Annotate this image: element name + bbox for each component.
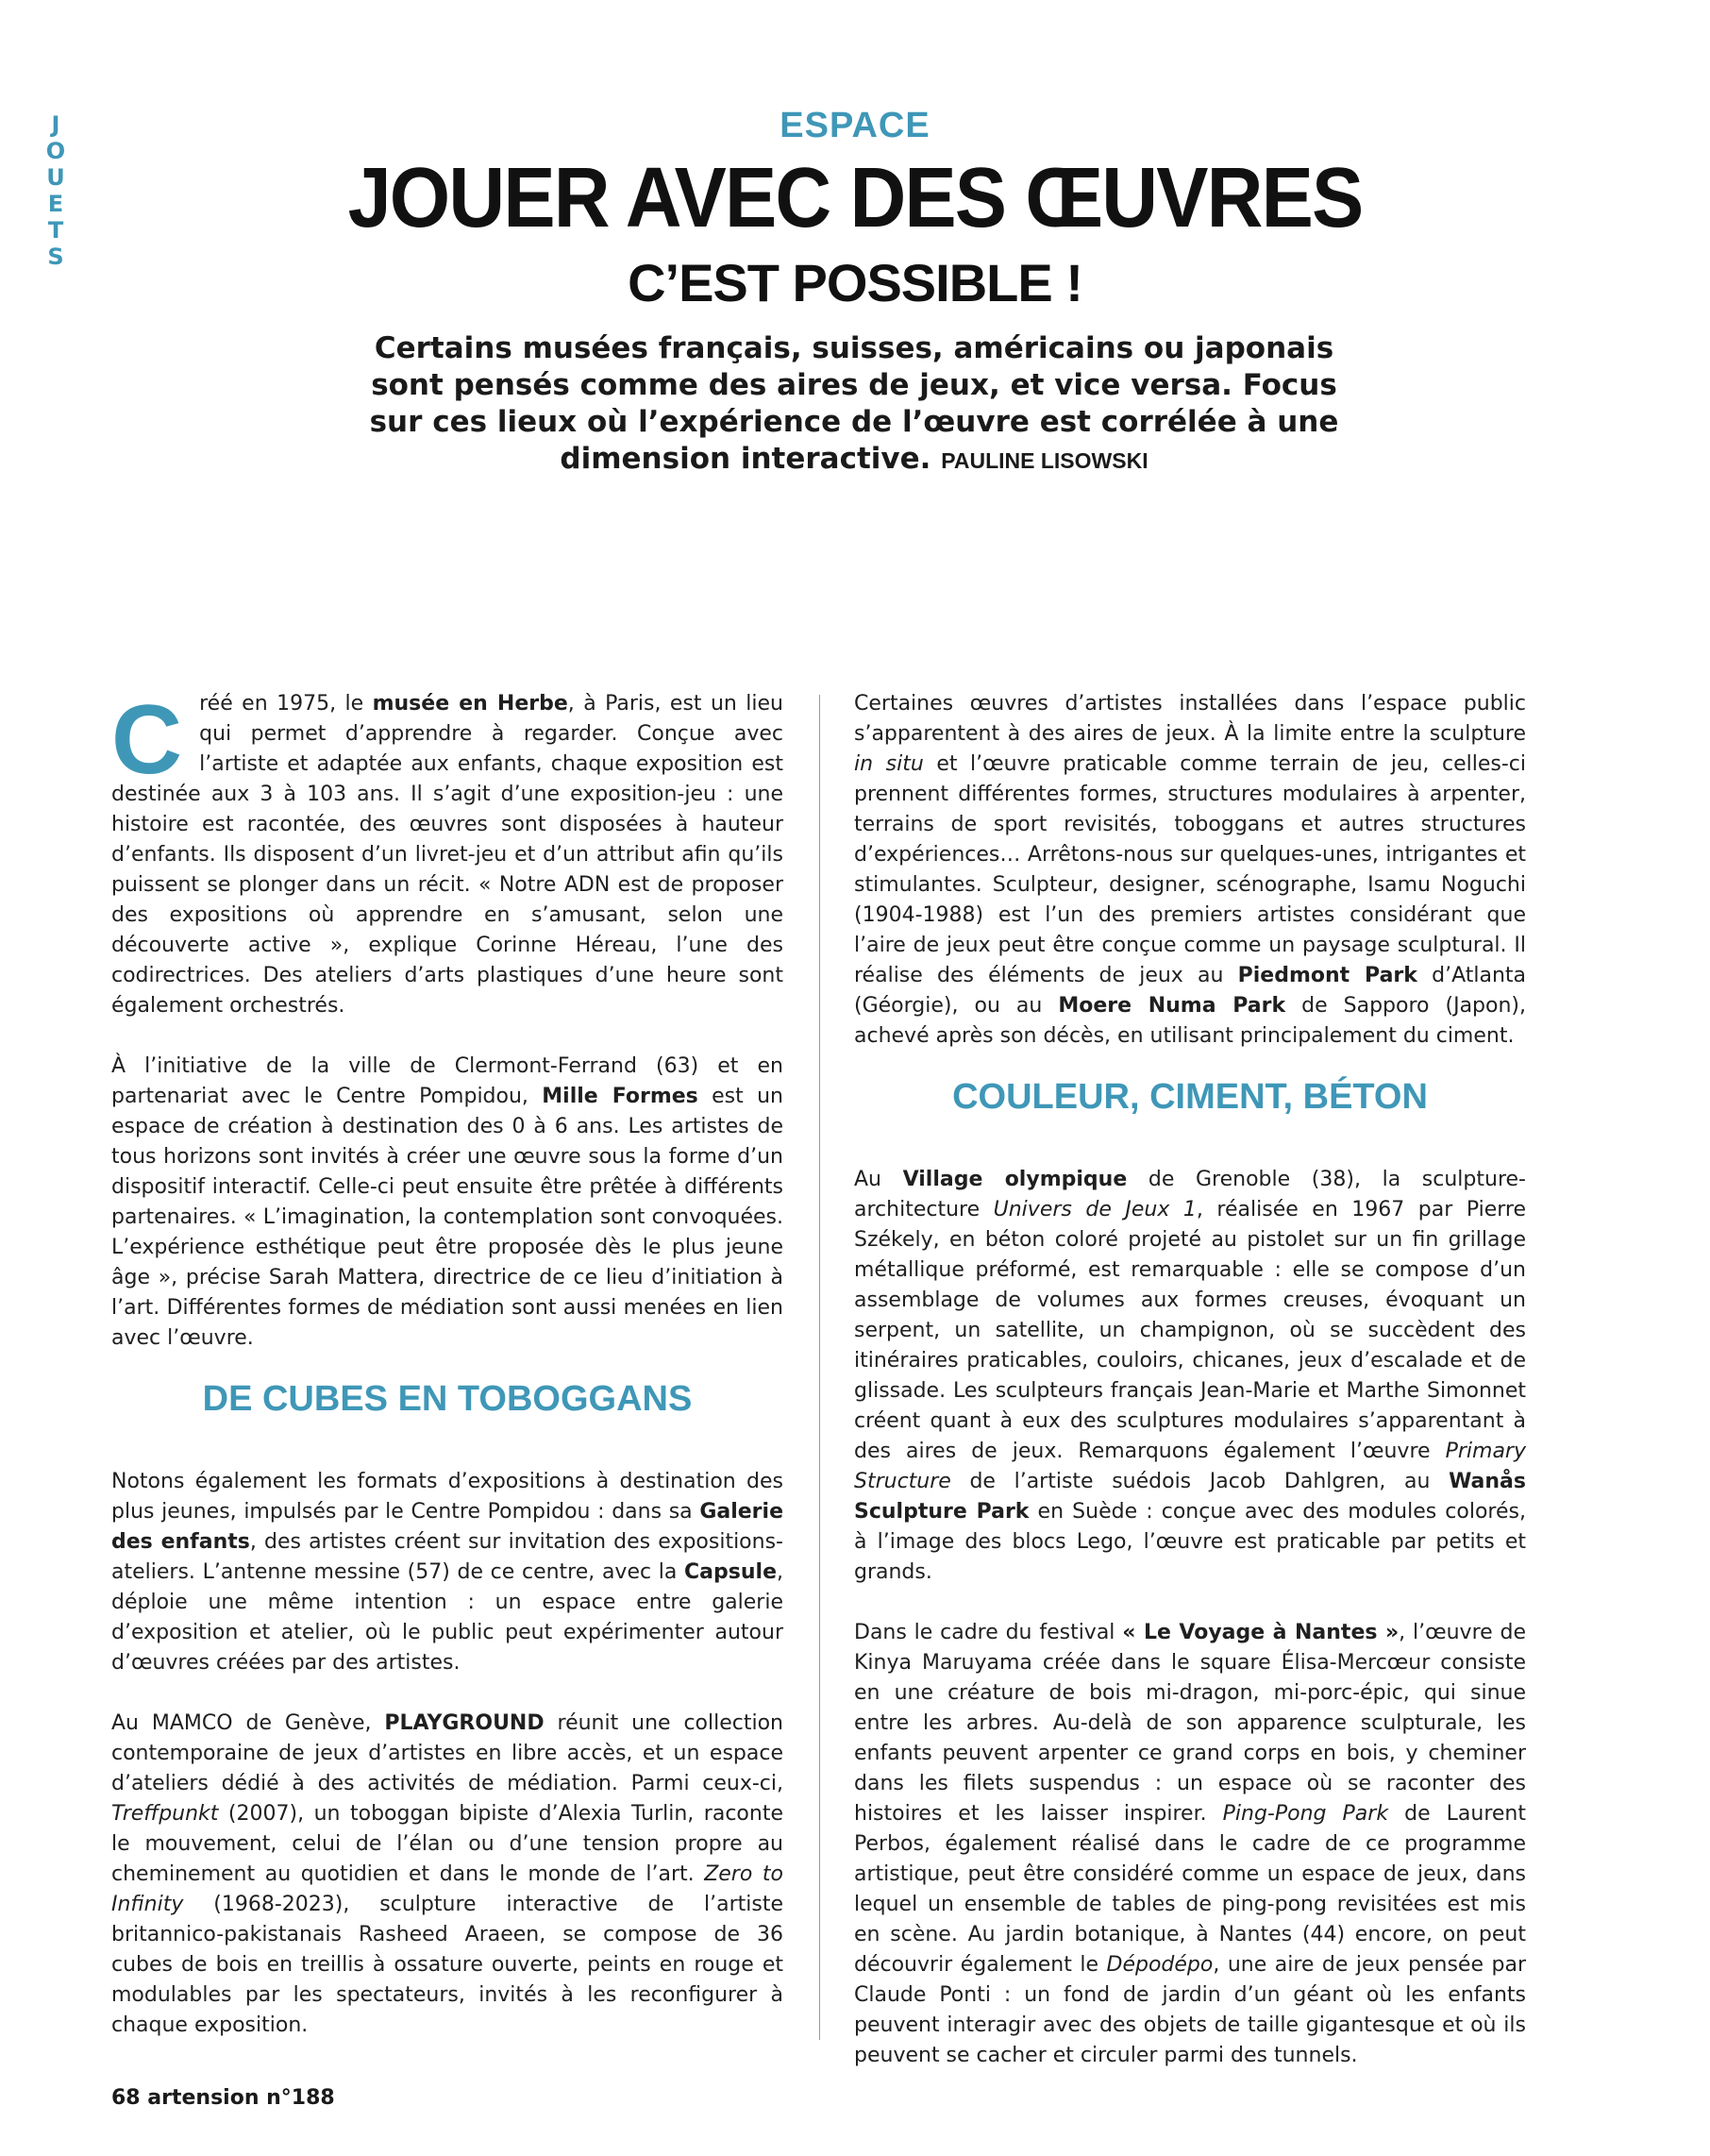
text-run: réé en 1975, le [199, 692, 373, 716]
side-letter: J [51, 111, 60, 138]
italic-run: Primary Structure [854, 1440, 1526, 1493]
text-run: de Grenoble (38), la sculpture-architecture [854, 1168, 1526, 1221]
article-subtitle: C’EST POSSIBLE ! [628, 253, 1082, 312]
bold-run: musée en Herbe [372, 692, 568, 716]
column-divider [819, 695, 820, 2040]
side-letter: T [47, 217, 64, 244]
bold-run: Galerie des enfants [111, 1500, 783, 1554]
text-run: d’Atlanta (Géorgie), ou au [854, 964, 1527, 1018]
text-run: Notons également les formats d’expositions à destination des plus jeunes, impulsés par le Centre Pompidou : dans sa [111, 1470, 783, 1524]
text-run: Au [854, 1168, 903, 1191]
right-column [854, 689, 1526, 2101]
bold-run: PLAYGROUND [384, 1711, 545, 1735]
paragraph [111, 1467, 783, 1678]
text-run: (1968-2023), sculpture interactive de l’artiste britannico-pakistanais Rasheed Araeen, se compose de 36 cubes de bois en treillis à ossature ouverte, peints en rouge et modulables par les spectateurs, invités à les reconfigurer à chaque exposition. [111, 1893, 783, 2037]
drop-cap: C [111, 685, 183, 795]
text-run: de Sapporo (Japon), achevé après son décès, en utilisant principalement du ciment. [854, 994, 1526, 1048]
bold-run: Capsule [684, 1560, 777, 1584]
text-run: , déploie une même intention : un espace entre galerie d’exposition et atelier, où le public peut expérimenter autour d’œuvres créées par des artistes. [111, 1560, 783, 1675]
bold-run: Wanås Sculpture Park [854, 1470, 1526, 1524]
italic-run: in situ [854, 752, 924, 776]
paragraph [854, 1618, 1526, 2071]
text-run: réunit une collection contemporaine de jeux d’artistes en libre accès, et un espace d’ateliers dédié à des activités de médiation. Parmi ceux-ci, [111, 1711, 783, 1795]
paragraph [854, 689, 1526, 1052]
italic-run: Ping-Pong Park [1222, 1802, 1389, 1826]
italic-run: Treffpunkt [111, 1802, 219, 1826]
text-run: de Laurent Perbos, également réalisé dans le cadre de ce programme artistique, peut être considéré comme un espace de jeux, dans lequel un ensemble de tables de ping-pong revisitées est mis en scène. Au jardin botanique, à Nantes (44) encore, on peut découvrir également le [854, 1802, 1526, 1977]
side-letter: S [47, 244, 64, 270]
article-lead [368, 330, 1340, 480]
section-heading: COULEUR, CIMENT, BÉTON [952, 1077, 1428, 1117]
text-run: , à Paris, est un lieu qui permet d’apprendre à regarder. Conçue avec l’artiste et adaptée aux enfants, chaque exposition est destinée aux 3 à 103 ans. Il s’agit d’une exposition-jeu : une histoire est racontée, des œuvres sont disposées à hauteur d’enfants. Ils disposent d’un livret-jeu et d’un attribut afin qu’ils puissent se plonger dans un récit. « Notre ADN est de proposer des expositions où apprendre en s’amusant, selon une découverte active », explique Corinne Héreau, l’une des codirectrices. Des ateliers d’arts plastiques d’une heure sont également orchestrés. [111, 692, 783, 1018]
bold-run: Piedmont Park [1237, 964, 1417, 987]
bold-run: Village olympique [902, 1168, 1128, 1191]
text-run: et l’œuvre praticable comme terrain de jeu, celles-ci prennent différentes formes, structures modulaires à arpenter, terrains de sport revisités, toboggans et autres structures d’expériences… Arrêtons-nous sur quelques-unes, intrigantes et stimulantes. Sculpteur, designer, scénographe, Isamu Noguchi (1904-1988) est l’un des premiers artistes considérant que l’aire de jeux peut être conçue comme un paysage sculptural. Il réalise des éléments de jeux au [854, 752, 1526, 987]
text-run: Dans le cadre du festival [854, 1621, 1123, 1644]
text-run: est un espace de création à destination des 0 à 6 ans. Les artistes de tous horizons sont invités à créer une œuvre sous la forme d’un dispositif interactif. Celle-ci peut ensuite être prêtée à différents partenaires. « L’imagination, la contemplation sont convoquées. L’expérience esthétique peut être proposée dès le plus jeune âge », précise Sarah Mattera, directrice de ce lieu d’initiation à l’art. Différentes formes de médiation sont aussi menées en lien avec l’œuvre. [111, 1085, 783, 1350]
text-run: de l’artiste suédois Jacob Dahlgren, au [950, 1470, 1450, 1493]
side-letter: U [46, 164, 65, 191]
text-run: (2007), un toboggan bipiste d’Alexia Turlin, raconte le mouvement, celui de l’élan ou d’une tension propre au cheminement au quotidien et dans le monde de l’art. [111, 1802, 783, 1886]
left-column [111, 685, 783, 2071]
bold-run: Mille Formes [542, 1085, 698, 1108]
text-run: Au MAMCO de Genève, [111, 1711, 385, 1735]
text-run: , l’œuvre de Kinya Maruyama créée dans le square Élisa-Mercœur consiste en une créature de bois mi-dragon, mi-porc-épic, qui sinue entre les arbres. Au-delà de son apparence sculpturale, les enfants peuvent arpenter ce grand corps en bois, y cheminer dans les filets suspendus : un espace où se raconter des histoires et les laisser inspirer. [854, 1621, 1526, 1826]
article-kicker: ESPACE [780, 106, 930, 145]
text-run: À l’initiative de la ville de Clermont-Ferrand (63) et en partenariat avec le Centre Pompidou, [111, 1054, 783, 1108]
text-run: , des artistes créent sur invitation des expositions-ateliers. L’antenne messine (57) de ce centre, avec la [111, 1530, 783, 1584]
side-letter: O [45, 138, 66, 164]
text-run: , une aire de jeux pensée par Claude Ponti : un fond de jardin d’un géant où les enfants peuvent interagir avec des objets de taille gigantesque et où ils peuvent se cacher et circuler parmi des tunnels. [854, 1953, 1526, 2067]
text-run: , réalisée en 1967 par Pierre Székely, en béton coloré projeté au pistolet sur un fin grillage métallique préformé, est remarquable : elle se compose d’un assemblage de volumes aux formes creuses, évoquant un serpent, un satellite, un champignon, où se succèdent des itinéraires praticables, couloirs, chicanes, jeux d’escalade et de glissade. Les sculpteurs français Jean-Marie et Marthe Simonnet créent quant à eux des sculptures modulaires s’apparentant à des aires de jeux. Remarquons également l’œuvre [854, 1198, 1526, 1463]
italic-run: Zero to Infinity [111, 1862, 783, 1916]
italic-run: Univers de Jeux 1 [993, 1198, 1197, 1221]
italic-run: Dépodépo [1106, 1953, 1214, 1977]
article-title: JOUER AVEC DES ŒUVRES [347, 151, 1363, 245]
paragraph [854, 1165, 1526, 1588]
bold-run: « Le Voyage à Nantes » [1122, 1621, 1400, 1644]
text-run: en Suède : conçue avec des modules colorés, à l’image des blocs Lego, l’œuvre est praticable par petits et grands. [854, 1500, 1526, 1584]
lead-text: Certains musées français, suisses, américains ou japonais sont pensés comme des aires de jeux, et vice versa. Focus sur ces lieux où l’expérience de l’œuvre est corrélée à une dimension interactive. [369, 331, 1339, 476]
side-letter: E [47, 191, 64, 217]
paragraph [111, 1052, 783, 1354]
bold-run: Moere Numa Park [1058, 994, 1286, 1018]
section-heading: DE CUBES EN TOBOGGANS [202, 1379, 693, 1419]
paragraph [111, 685, 783, 1021]
paragraph [111, 1709, 783, 2041]
text-run: Certaines œuvres d’artistes installées dans l’espace public s’apparentent à des aires de jeux. À la limite entre la sculpture [854, 692, 1526, 746]
page-footer: 68 artension n°188 [111, 2086, 335, 2110]
author-name: PAULINE LISOWSKI [941, 448, 1148, 473]
